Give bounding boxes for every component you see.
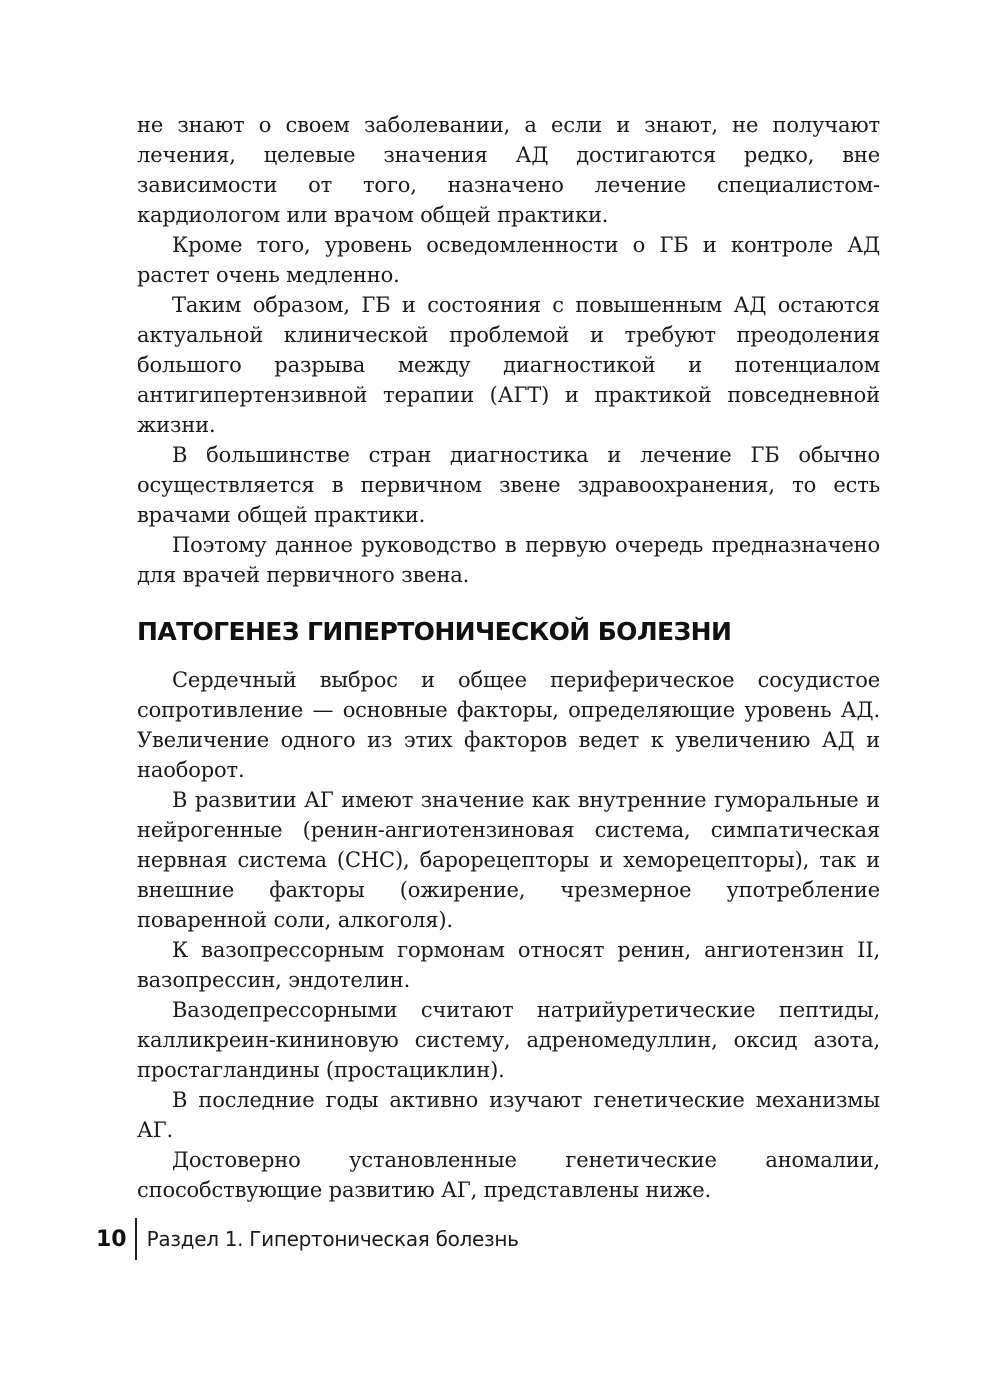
paragraph-vasodepressor: Вазодепрессорными считают натрийуретические пептиды, калликреин-кининовую систему, адреномедуллин, оксид азота, простагландины (простациклин). [137, 998, 880, 1082]
section-heading: ПАТОГЕНЕЗ ГИПЕРТОНИЧЕСКОЙ БОЛЕЗНИ [137, 617, 732, 646]
paragraph-continued: не знают о своем заболевании, а если и знают, не получают лечения, целевые значения АД достигаются редко, вне зависимости от того, назначено лечение специалистом-кардиологом или врачом общей практики. [137, 113, 880, 227]
paragraph-vasopressor: К вазопрессорным гормонам относят ренин, ангиотензин II, вазопрессин, эндотелин. [137, 938, 880, 992]
page-footer [96, 1218, 519, 1260]
paragraph-cardiac-output: Сердечный выброс и общее периферическое сосудистое сопротивление — основные факторы, определяющие уровень АД. Увеличение одного из этих факторов ведет к увеличению АД и наоборот. [137, 668, 880, 782]
paragraph-genetics-study: В последние годы активно изучают генетические механизмы АГ. [137, 1088, 880, 1142]
page-number: 10 [96, 1226, 127, 1252]
paragraph-clinical-problem: Таким образом, ГБ и состояния с повышенным АД остаются актуальной клинической проблемой и требуют преодоления большого разрыва между диагностикой и потенциалом антигипертензивной терапии (АГТ) и практикой повседневной жизни. [137, 293, 880, 437]
paragraph-primary-care: В большинстве стран диагностика и лечение ГБ обычно осуществляется в первичном звене здравоохранения, то есть врачами общей практики. [137, 443, 880, 527]
paragraph-guide-purpose: Поэтому данное руководство в первую очередь предназначено для врачей первичного звена. [137, 533, 880, 587]
paragraph-factors: В развитии АГ имеют значение как внутренние гуморальные и нейрогенные (ренин-ангиотензиновая система, симпатическая нервная система (СНС), барорецепторы и хеморецепторы), так и внешние факторы (ожирение, чрезмерное употребление поваренной соли, алкоголя). [137, 788, 880, 932]
paragraph-genetic-anomalies: Достоверно установленные генетические аномалии, способствующие развитию АГ, представлены ниже. [137, 1148, 880, 1202]
footer-divider [135, 1218, 137, 1260]
text-block-pathogenesis [137, 665, 880, 1205]
text-block-intro [137, 110, 880, 590]
running-title: Раздел 1. Гипертоническая болезнь [146, 1227, 519, 1251]
paragraph-awareness: Кроме того, уровень осведомленности о ГБ и контроле АД растет очень медленно. [137, 233, 880, 287]
